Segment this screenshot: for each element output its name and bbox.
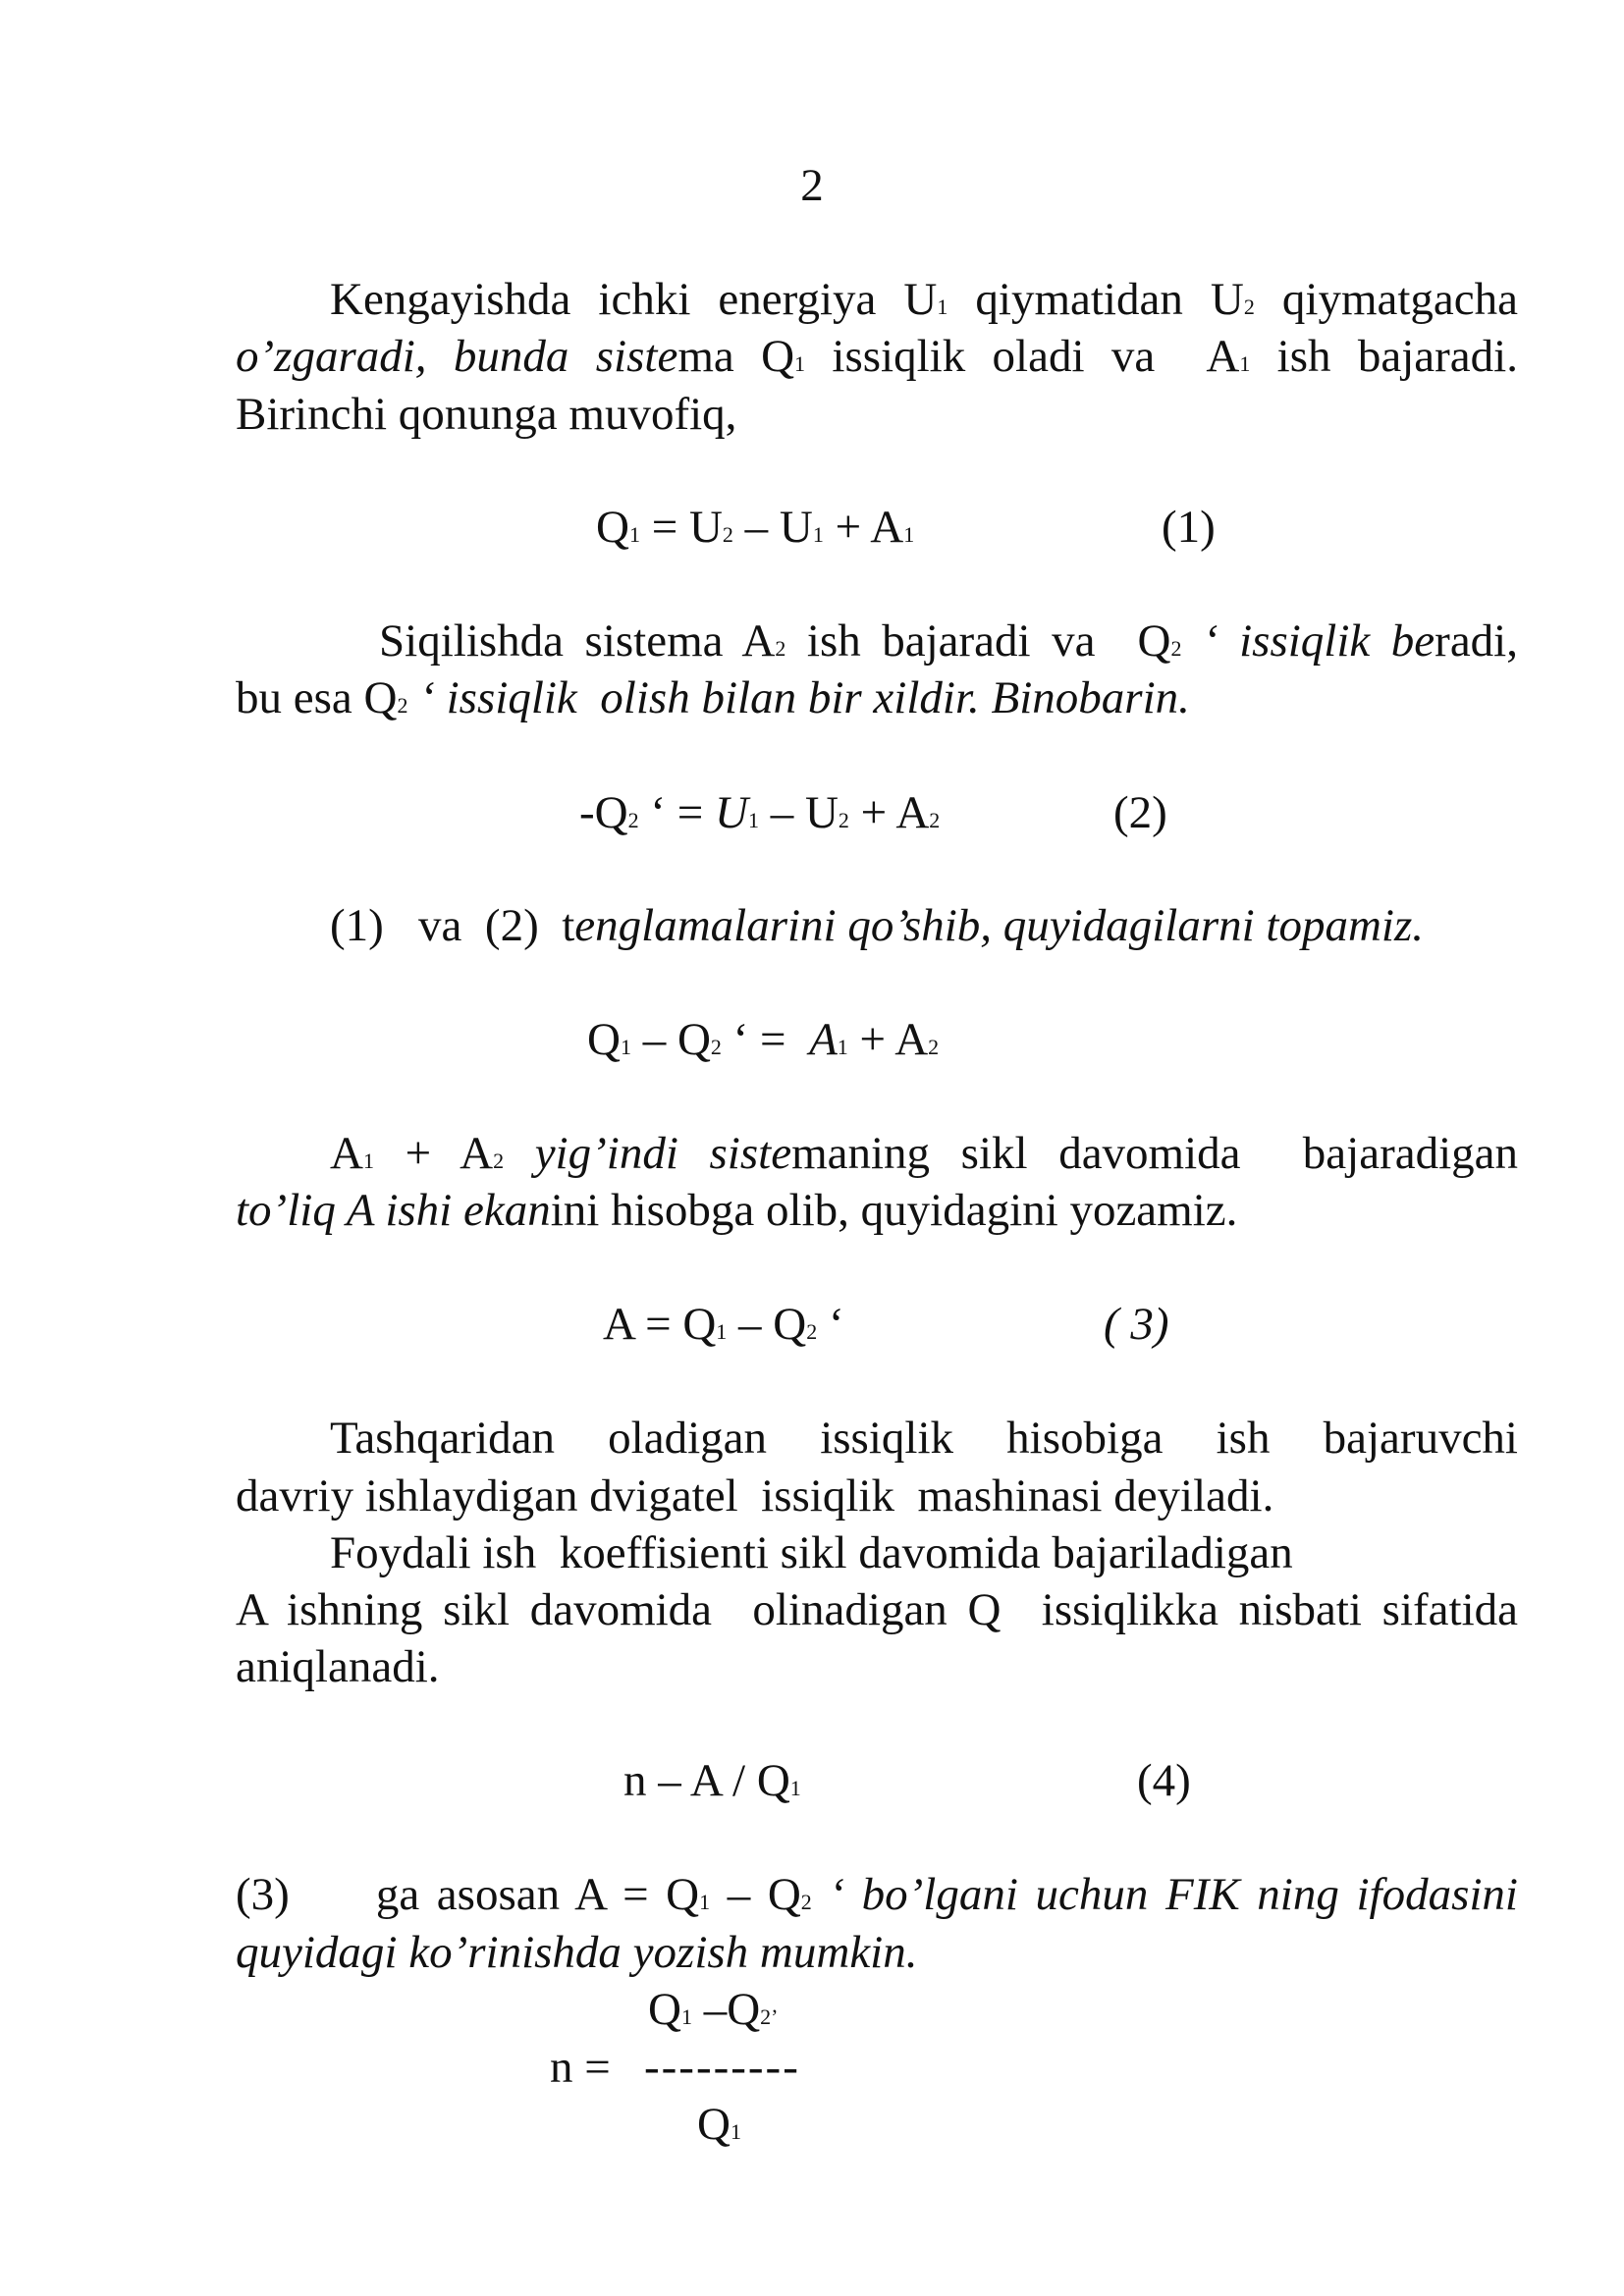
- equation-1-number: (1): [1162, 502, 1216, 553]
- equation-4-number: (4): [1137, 1755, 1191, 1806]
- equation-2-number: (2): [1113, 787, 1167, 838]
- paragraph-5-line-2: davriy ishlaydigan dvigatel issiqlik mashinasi deyiladi.: [236, 1470, 1274, 1522]
- fraction-bar: ---------: [644, 2042, 800, 2093]
- equation-3-number: ( 3): [1104, 1299, 1169, 1350]
- paragraph-1-line-1: Kengayishda ichki energiya U1 qiymatidan U2 qiymatgacha: [330, 274, 1518, 325]
- paragraph-6-line-2: A ishning sikl davomida olinadigan Q issiqlikka nisbati sifatida: [236, 1584, 1518, 1635]
- fraction-lhs: n =: [550, 2042, 623, 2093]
- paragraph-6-line-3: aniqlanadi.: [236, 1641, 440, 1692]
- paragraph-4-line-1: A1 + A2 yig’indi sistemaning sikl davomida bajaradigan: [330, 1128, 1518, 1179]
- equation-3: Q1 – Q2 ‘ = A1 + A2: [587, 1014, 940, 1065]
- paragraph-1-line-3: Birinchi qonunga muvofiq,: [236, 389, 737, 440]
- fraction-numerator: Q1 –Q2’: [648, 1984, 779, 2035]
- equation-3-formula: A = Q1 – Q2 ‘: [603, 1299, 844, 1350]
- paragraph-3: (1) va (2) tenglamalarini qo’shib, quyidagilarni topamiz.: [330, 900, 1425, 951]
- paragraph-4-line-2: to’liq A ishi ekanini hisobga olib, quyidagini yozamiz.: [236, 1185, 1238, 1236]
- paragraph-2-line-1: Siqilishda sistema A2 ish bajaradi va Q2 ‘ issiqlik beradi,: [379, 615, 1518, 667]
- equation-2: -Q2 ‘ = U1 – U2 + A2: [579, 787, 941, 838]
- paragraph-6-line-1: Foydali ish koeffisienti sikl davomida bajariladigan: [330, 1527, 1293, 1578]
- paragraph-5-line-1: Tashqaridan oladigan issiqlik hisobiga ish bajaruvchi: [330, 1413, 1518, 1464]
- page-number: 2: [800, 160, 824, 211]
- equation-1: Q1 = U2 – U1 + A1: [596, 502, 915, 553]
- paragraph-7-line-2: quyidagi ko’rinishda yozish mumkin.: [236, 1927, 918, 1978]
- equation-4-formula: n – A / Q1: [623, 1755, 801, 1806]
- fraction-denominator: Q1: [697, 2099, 741, 2150]
- paragraph-1-line-2: o’zgaradi, bunda sistema Q1 issiqlik oladi va A1 ish bajaradi.: [236, 331, 1518, 382]
- paragraph-7-line-1: (3) ga asosan A = Q1 – Q2 ‘ bo’lgani uchun FIK ning ifodasini: [236, 1869, 1518, 1920]
- paragraph-2-line-2: bu esa Q2 ‘ issiqlik olish bilan bir xildir. Binobarin.: [236, 672, 1190, 723]
